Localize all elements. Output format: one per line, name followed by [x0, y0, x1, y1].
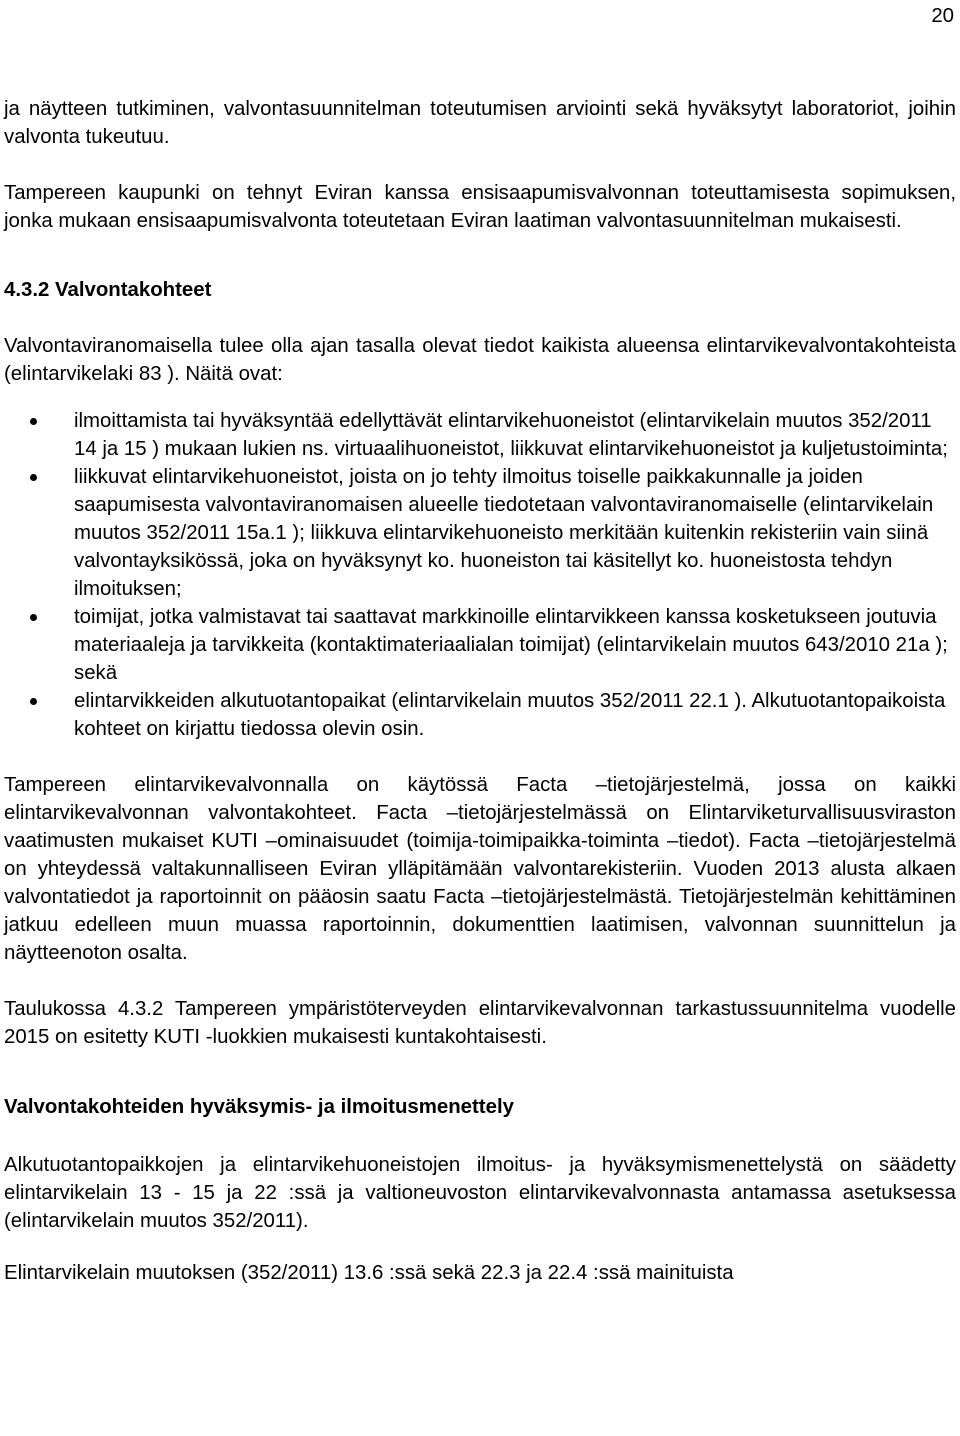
valvontakohteet-list: [4, 407, 956, 743]
bullet-icon: [30, 474, 37, 481]
bullet-icon: [30, 418, 37, 425]
paragraph-ilmoitusmenettely: Alkutuotantopaikkojen ja elintarvikehuoneistojen ilmoitus- ja hyväksymismenettelystä on säädetty elintarvikelain 13 - 15 ja 22 :ssä ja valtioneuvoston elintarvikevalvonnasta antamassa asetuksessa (elintarvikelain muutos 352/2011).: [4, 1154, 956, 1232]
list-item: [4, 687, 956, 743]
bullet-icon: [30, 698, 37, 705]
paragraph-ensisaapumisvalvonta: Tampereen kaupunki on tehnyt Eviran kanssa ensisaapumisvalvonnan toteuttamisesta sopimuksen, jonka mukaan ensisaapumisvalvonta toteutetaan Eviran laatiman valvontasuunnitelman mukaisesti.: [4, 182, 956, 232]
list-item: [4, 603, 956, 687]
section-heading-valvontakohteet: 4.3.2 Valvontakohteet: [4, 279, 212, 301]
list-item-text: toimijat, jotka valmistavat tai saattavat markkinoille elintarvikkeen kanssa kosketukseen joutuvia materiaaleja ja tarvikkeita (kontaktimateriaalialan toimijat) (elintarvikelain muutos 643/2010 21a ); sekä: [74, 606, 948, 684]
list-item-text: elintarvikkeiden alkutuotantopaikat (elintarvikelain muutos 352/2011 22.1 ). Alkutuotantopaikoista kohteet on kirjattu tiedossa olevin osin.: [74, 690, 946, 740]
list-item-text: ilmoittamista tai hyväksyntää edellyttävät elintarvikehuoneistot (elintarvikelain muutos 352/2011 14 ja 15 ) mukaan lukien ns. virtuaalihuoneistot, liikkuvat elintarvikehuoneistot ja kuljetustoiminta;: [74, 410, 948, 460]
paragraph-facta: Tampereen elintarvikevalvonnalla on käytössä Facta –tietojärjestelmä, jossa on kaikki elintarvikevalvonnan valvontakohteet. Facta –tietojärjestelmässä on Elintarviketurvallisuusviraston vaatimusten mukaiset KUTI –ominaisuudet (toimija-toimipaikka-toiminta –tiedot). Facta –tietojärjestelmä on yhteydessä valtakunnalliseen Eviran ylläpitämään valvontarekisteriin. Vuoden 2013 alusta alkaen valvontatiedot ja raportoinnit on pääosin saatu Facta –tietojärjestelmästä. Tietojärjestelmän kehittäminen jatkuu edelleen muun muassa raportoinnin, dokumenttien laatimisen, valvonnan suunnittelun ja näytteenoton osalta.: [4, 774, 956, 964]
document-body: [4, 95, 956, 1287]
paragraph-valvontakohteet-intro: Valvontaviranomaisella tulee olla ajan tasalla olevat tiedot kaikista alueensa elintarvikevalvontakohteista (elintarvikelaki 83 ). Näitä ovat:: [4, 335, 956, 385]
list-item-text: liikkuvat elintarvikehuoneistot, joista on jo tehty ilmoitus toiselle paikkakunnalle ja joiden saapumisesta valvontaviranomaisen alueelle tiedotetaan valvontaviranomaiselle (elintarvikelain muutos 352/2011 15a.1 ); liikkuva elintarvikehuoneisto merkitään kuitenkin rekisteriin vain siinä valvontayksikössä, joka on hyväksynyt ko. huoneiston tai käsitellyt ko. huoneistosta tehdyn ilmoituksen;: [74, 466, 934, 600]
list-item: [4, 407, 956, 463]
page-number: 20: [931, 5, 954, 27]
list-item: [4, 463, 956, 603]
bullet-icon: [30, 614, 37, 621]
paragraph-taulukko: Taulukossa 4.3.2 Tampereen ympäristöterveyden elintarvikevalvonnan tarkastussuunnitelma vuodelle 2015 on esitetty KUTI -luokkien mukaisesti kuntakohtaisesti.: [4, 998, 956, 1048]
paragraph-laboratories: ja näytteen tutkiminen, valvontasuunnitelman toteutumisen arviointi sekä hyväksytyt laboratoriot, joihin valvonta tukeutuu.: [4, 98, 956, 148]
section-heading-hyvaksymismenettely: Valvontakohteiden hyväksymis- ja ilmoitusmenettely: [4, 1096, 514, 1118]
paragraph-mainituista: Elintarvikelain muutoksen (352/2011) 13.6 :ssä sekä 22.3 ja 22.4 :ssä mainituista: [4, 1262, 734, 1284]
